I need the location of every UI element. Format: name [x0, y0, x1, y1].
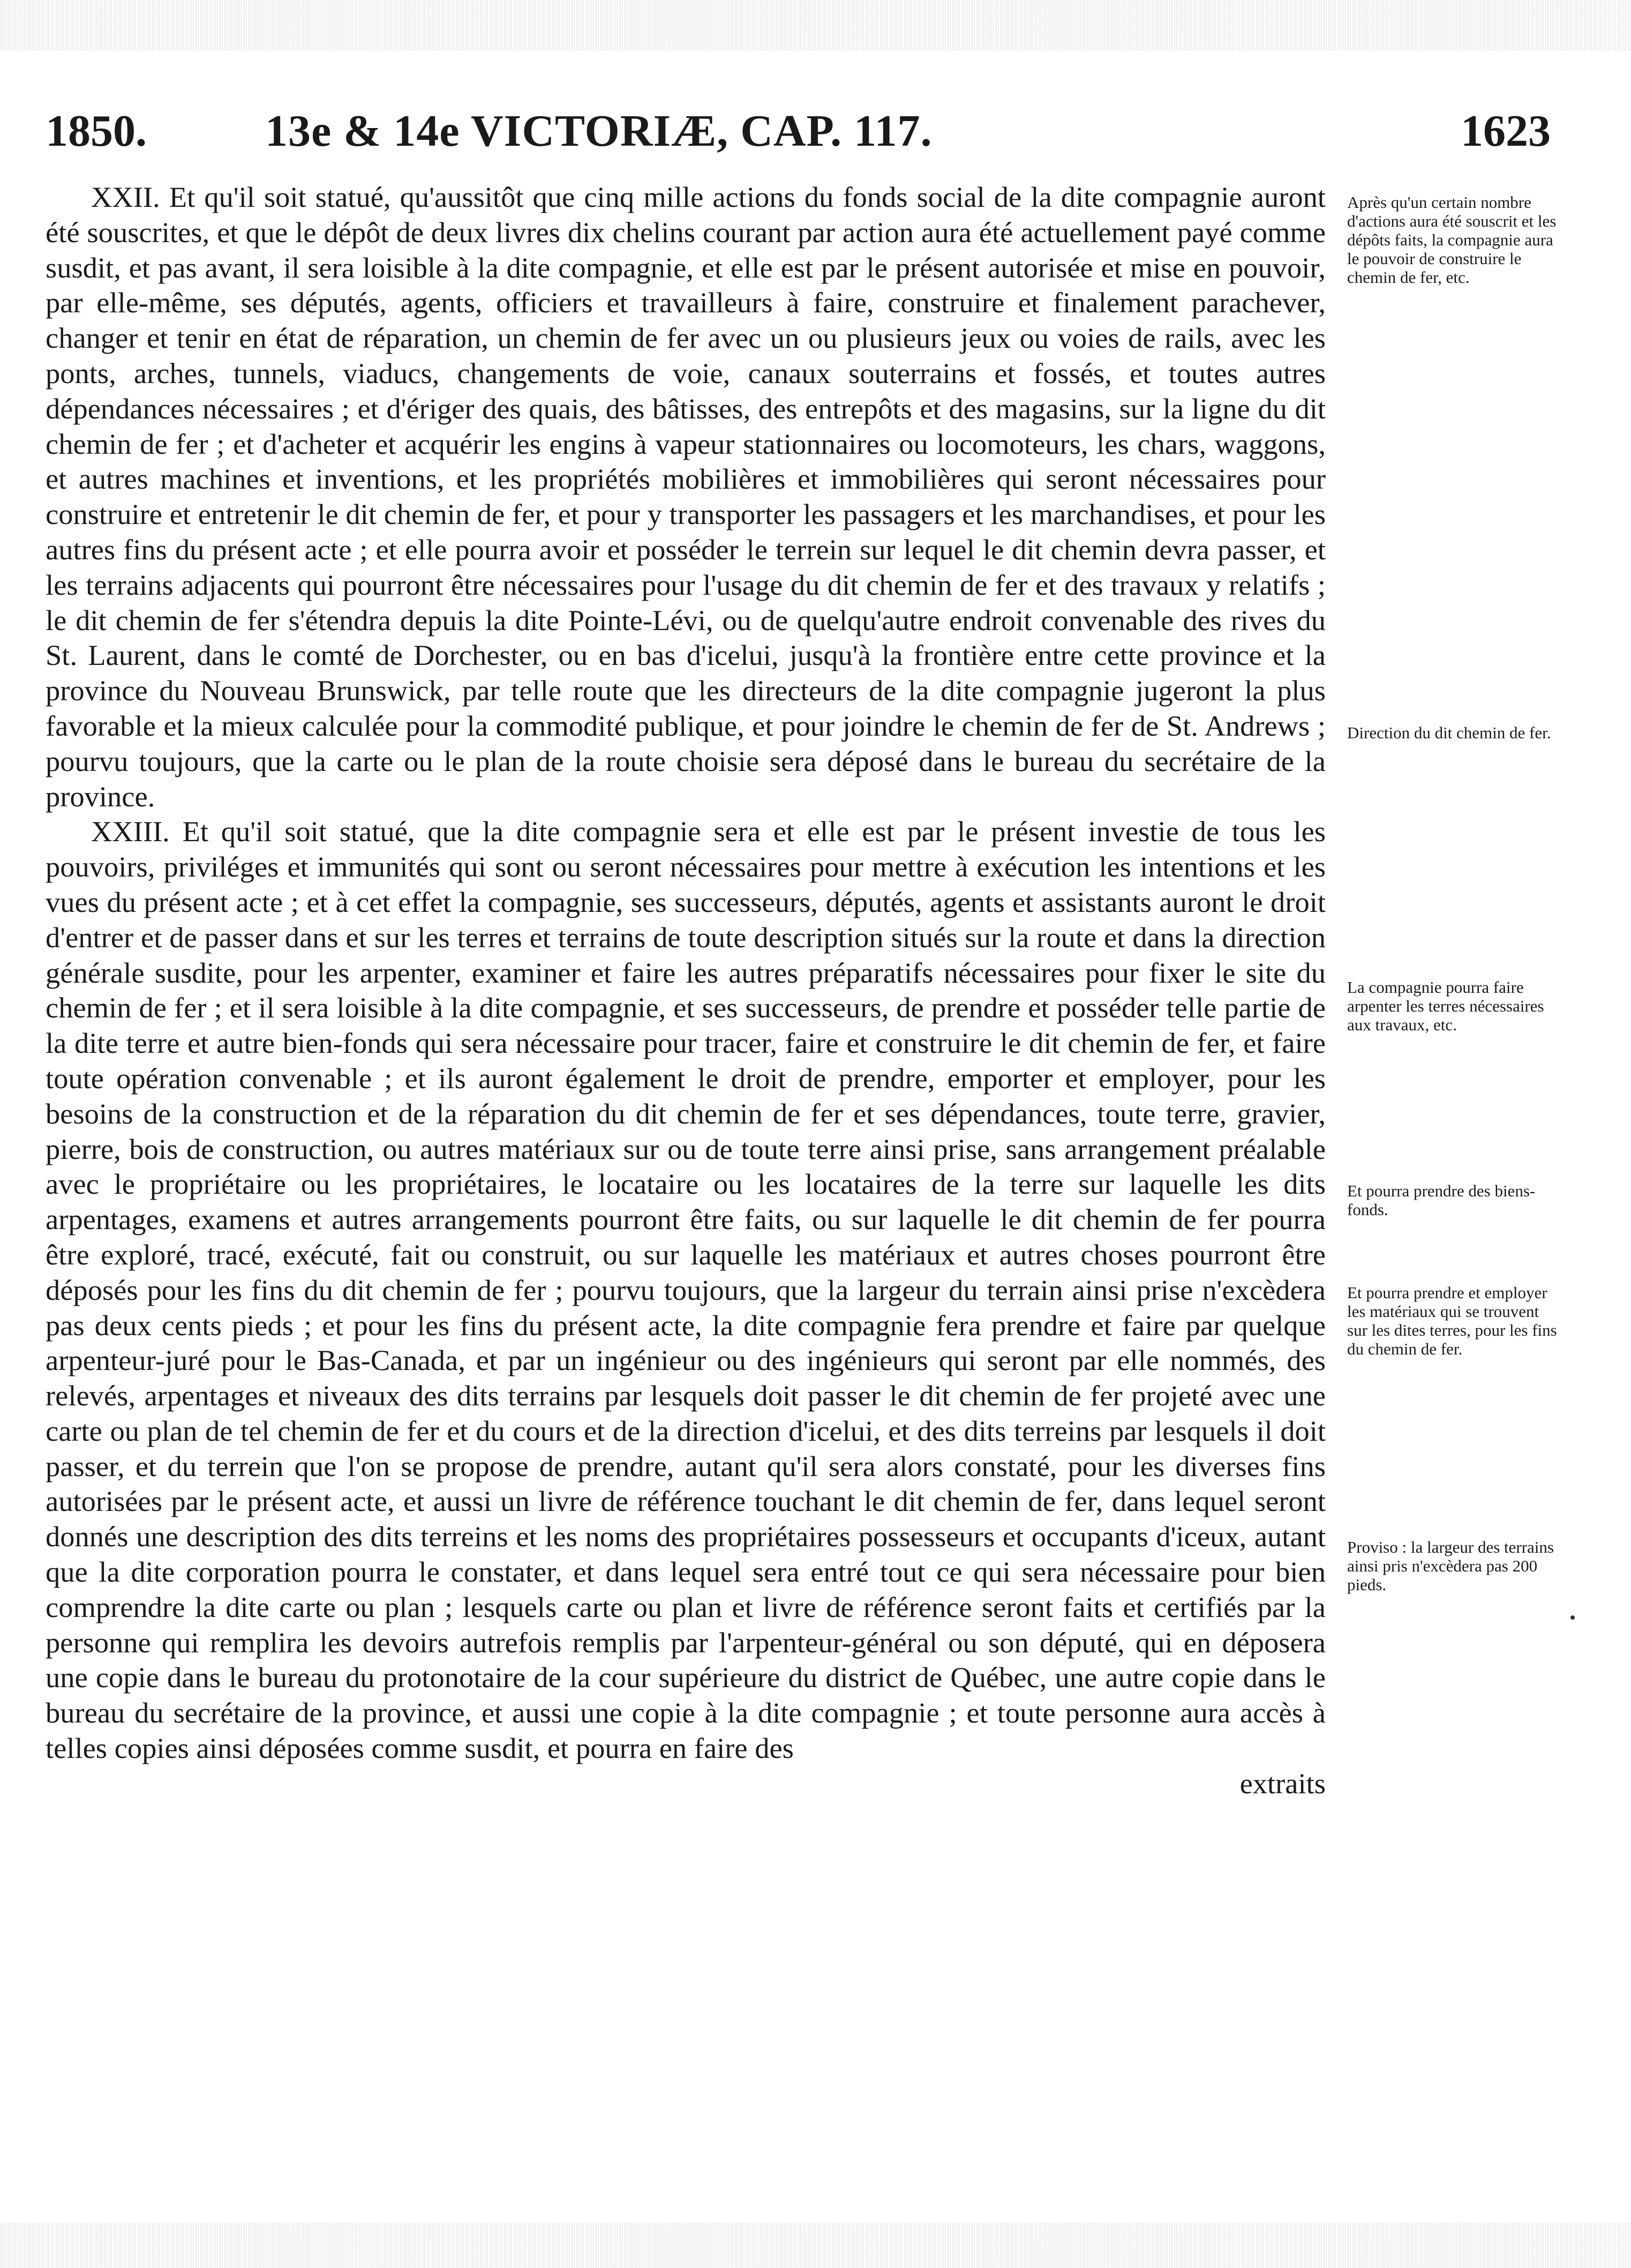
section-xxiii: XXIII. Et qu'il soit statué, que la dite compagnie sera et elle est par le présent investie de tous les pouvoirs, priviléges et immunités qui sont ou seront nécessaires pour mettre à exécution les intentions et les vues du présent acte ; et à cet effet la compagnie, ses successeurs, députés, agents et assistants auront le droit d'entrer et de passer dans et sur les terres et terrains de toute description situés sur la route et dans la direction générale susdite, pour les arpenter, examiner et faire les autres préparatifs nécessaires pour fixer le site du chemin de fer ; et il sera loisible à la dite compagnie, et ses successeurs, de prendre et posséder telle partie de la dite terre et autre bien-fonds qui sera nécessaire pour tracer, faire et construire le dit chemin de fer, et faire toute opération convenable ; et ils auront également le droit de prendre, emporter et employer, pour les besoins de la construction et de la réparation du dit chemin de fer et ses dépendances, toute terre, gravier, pierre, bois de construction, ou autres matériaux sur ou de toute terre ainsi prise, sans arrangement préalable avec le propriétaire ou les propriétaires, le locataire ou les locataires de la terre sur laquelle les dits arpentages, examens et autres arrangements pourront être faits, ou sur laquelle le dit chemin de fer pourra être exploré, tracé, exécuté, fait ou construit, ou sur laquelle les matériaux et autres choses pourront être déposés pour les fins du dit chemin de fer ; pourvu toujours, que la largeur du terrain ainsi prise n'excèdera pas deux cents pieds ; et pour les fins du présent acte, la dite compagnie fera prendre et faire par quelque arpenteur-juré pour le Bas-Canada, et par un ingénieur ou des ingénieurs qui seront par elle nommés, des relevés, arpentages et niveaux des dits terrains par lesquels doit passer le dit chemin de fer projeté avec une carte ou plan de tel chemin de fer et du cours et de la direction d'icelui, et des dits terreins par lesquels il doit passer, et du terrein que l'on se propose de prendre, autant qu'il sera alors constaté, pour les diverses fins autorisées par le présent acte, et aussi un livre de référence touchant le dit chemin de fer, dans lequel seront donnés une description des dits terreins et les noms des propriétaires possesseurs et occupants d'iceux, autant que la dite corporation pourra le constater, et dans lequel sera entré tout ce qui sera nécessaire pour bien comprendre la dite carte ou plan ; lesquels carte ou plan et livre de référence seront faits et certifiés par la personne qui remplira les devoirs autrefois remplis par l'arpenteur-général ou son député, qui en déposera une copie dans le bureau du protonotaire de la cour supérieure du district de Québec, une autre copie dans le bureau du secrétaire de la province, et aussi une copie à la dite compagnie ; et toute personne aura accès à telles copies ainsi déposées comme susdit, et pourra en faire des: [46, 815, 1326, 1765]
stray-dot-mark: [1570, 1615, 1575, 1620]
running-head: [46, 104, 1551, 158]
marginal-note-direction: Direction du dit chemin de fer.: [1347, 723, 1551, 742]
scan-edge-top: [0, 0, 1631, 51]
marginal-note-proviso: Proviso : la largeur des terrains ainsi pris n'excèdera pas 200 pieds.: [1347, 1538, 1554, 1594]
marginal-note-materials: Et pourra prendre et employer les matériaux qui se trouvent sur les dites terres, pour les fins du chemin de fer.: [1347, 1283, 1557, 1358]
marginal-note-survey: La compagnie pourra faire arpenter les terres nécessaires aux travaux, etc.: [1347, 978, 1544, 1034]
page-number: 1623: [1461, 106, 1551, 156]
header-year: 1850.: [46, 106, 147, 156]
marginal-note-powers: Après qu'un certain nombre d'actions aura été souscrit et les dépôts faits, la compagnie aura le pouvoir de construire le chemin de fer, etc.: [1347, 193, 1557, 287]
marginal-note-land: Et pourra prendre des biens-fonds.: [1347, 1181, 1536, 1219]
section-xxii: XXII. Et qu'il soit statué, qu'aussitôt que cinq mille actions du fonds social de la dite compagnie auront été souscrites, et que le dépôt de deux livres dix chelins courant par action aura été actuellement payé comme susdit, et pas avant, il sera loisible à la dite compagnie, et elle est par le présent autorisée et mise en pouvoir, par elle-même, ses députés, agents, officiers et travailleurs à faire, construire et finalement parachever, changer et tenir en état de réparation, un chemin de fer avec un ou plusieurs jeux ou voies de rails, avec les ponts, arches, tunnels, viaducs, changements de voie, canaux souterrains et fossés, et toutes autres dépendances nécessaires ; et d'ériger des quais, des bâtisses, des entrepôts et des magasins, sur la ligne du dit chemin de fer ; et d'acheter et acquérir les engins à vapeur stationnaires ou locomoteurs, les chars, waggons, et autres machines et inventions, et les propriétés mobilières et immobilières qui seront nécessaires pour construire et entretenir le dit chemin de fer, et pour y transporter les passagers et les marchandises, et pour les autres fins du présent acte ; et elle pourra avoir et posséder le terrein sur lequel le dit chemin devra passer, et les terrains adjacents qui pourront être nécessaires pour l'usage du dit chemin de fer et des travaux y relatifs ; le dit chemin de fer s'étendra depuis la dite Pointe-Lévi, ou de quelqu'autre endroit convenable des rives du St. Laurent, dans le comté de Dorchester, ou en bas d'icelui, jusqu'à la frontière entre cette province et la province du Nouveau Brunswick, par telle route que les directeurs de la dite compagnie jugeront la plus favorable et la mieux calculée pour la commodité publique, et pour joindre le chemin de fer de St. Andrews ; pourvu toujours, que la carte ou le plan de la route choisie sera déposé dans le bureau du secrétaire de la province.: [46, 181, 1326, 813]
header-title: 13e & 14e VICTORIÆ, CAP. 117.: [265, 106, 933, 156]
scan-edge-bottom: [0, 2222, 1631, 2268]
catchword: extraits: [1239, 1767, 1326, 1800]
body-text: [46, 179, 1326, 1801]
